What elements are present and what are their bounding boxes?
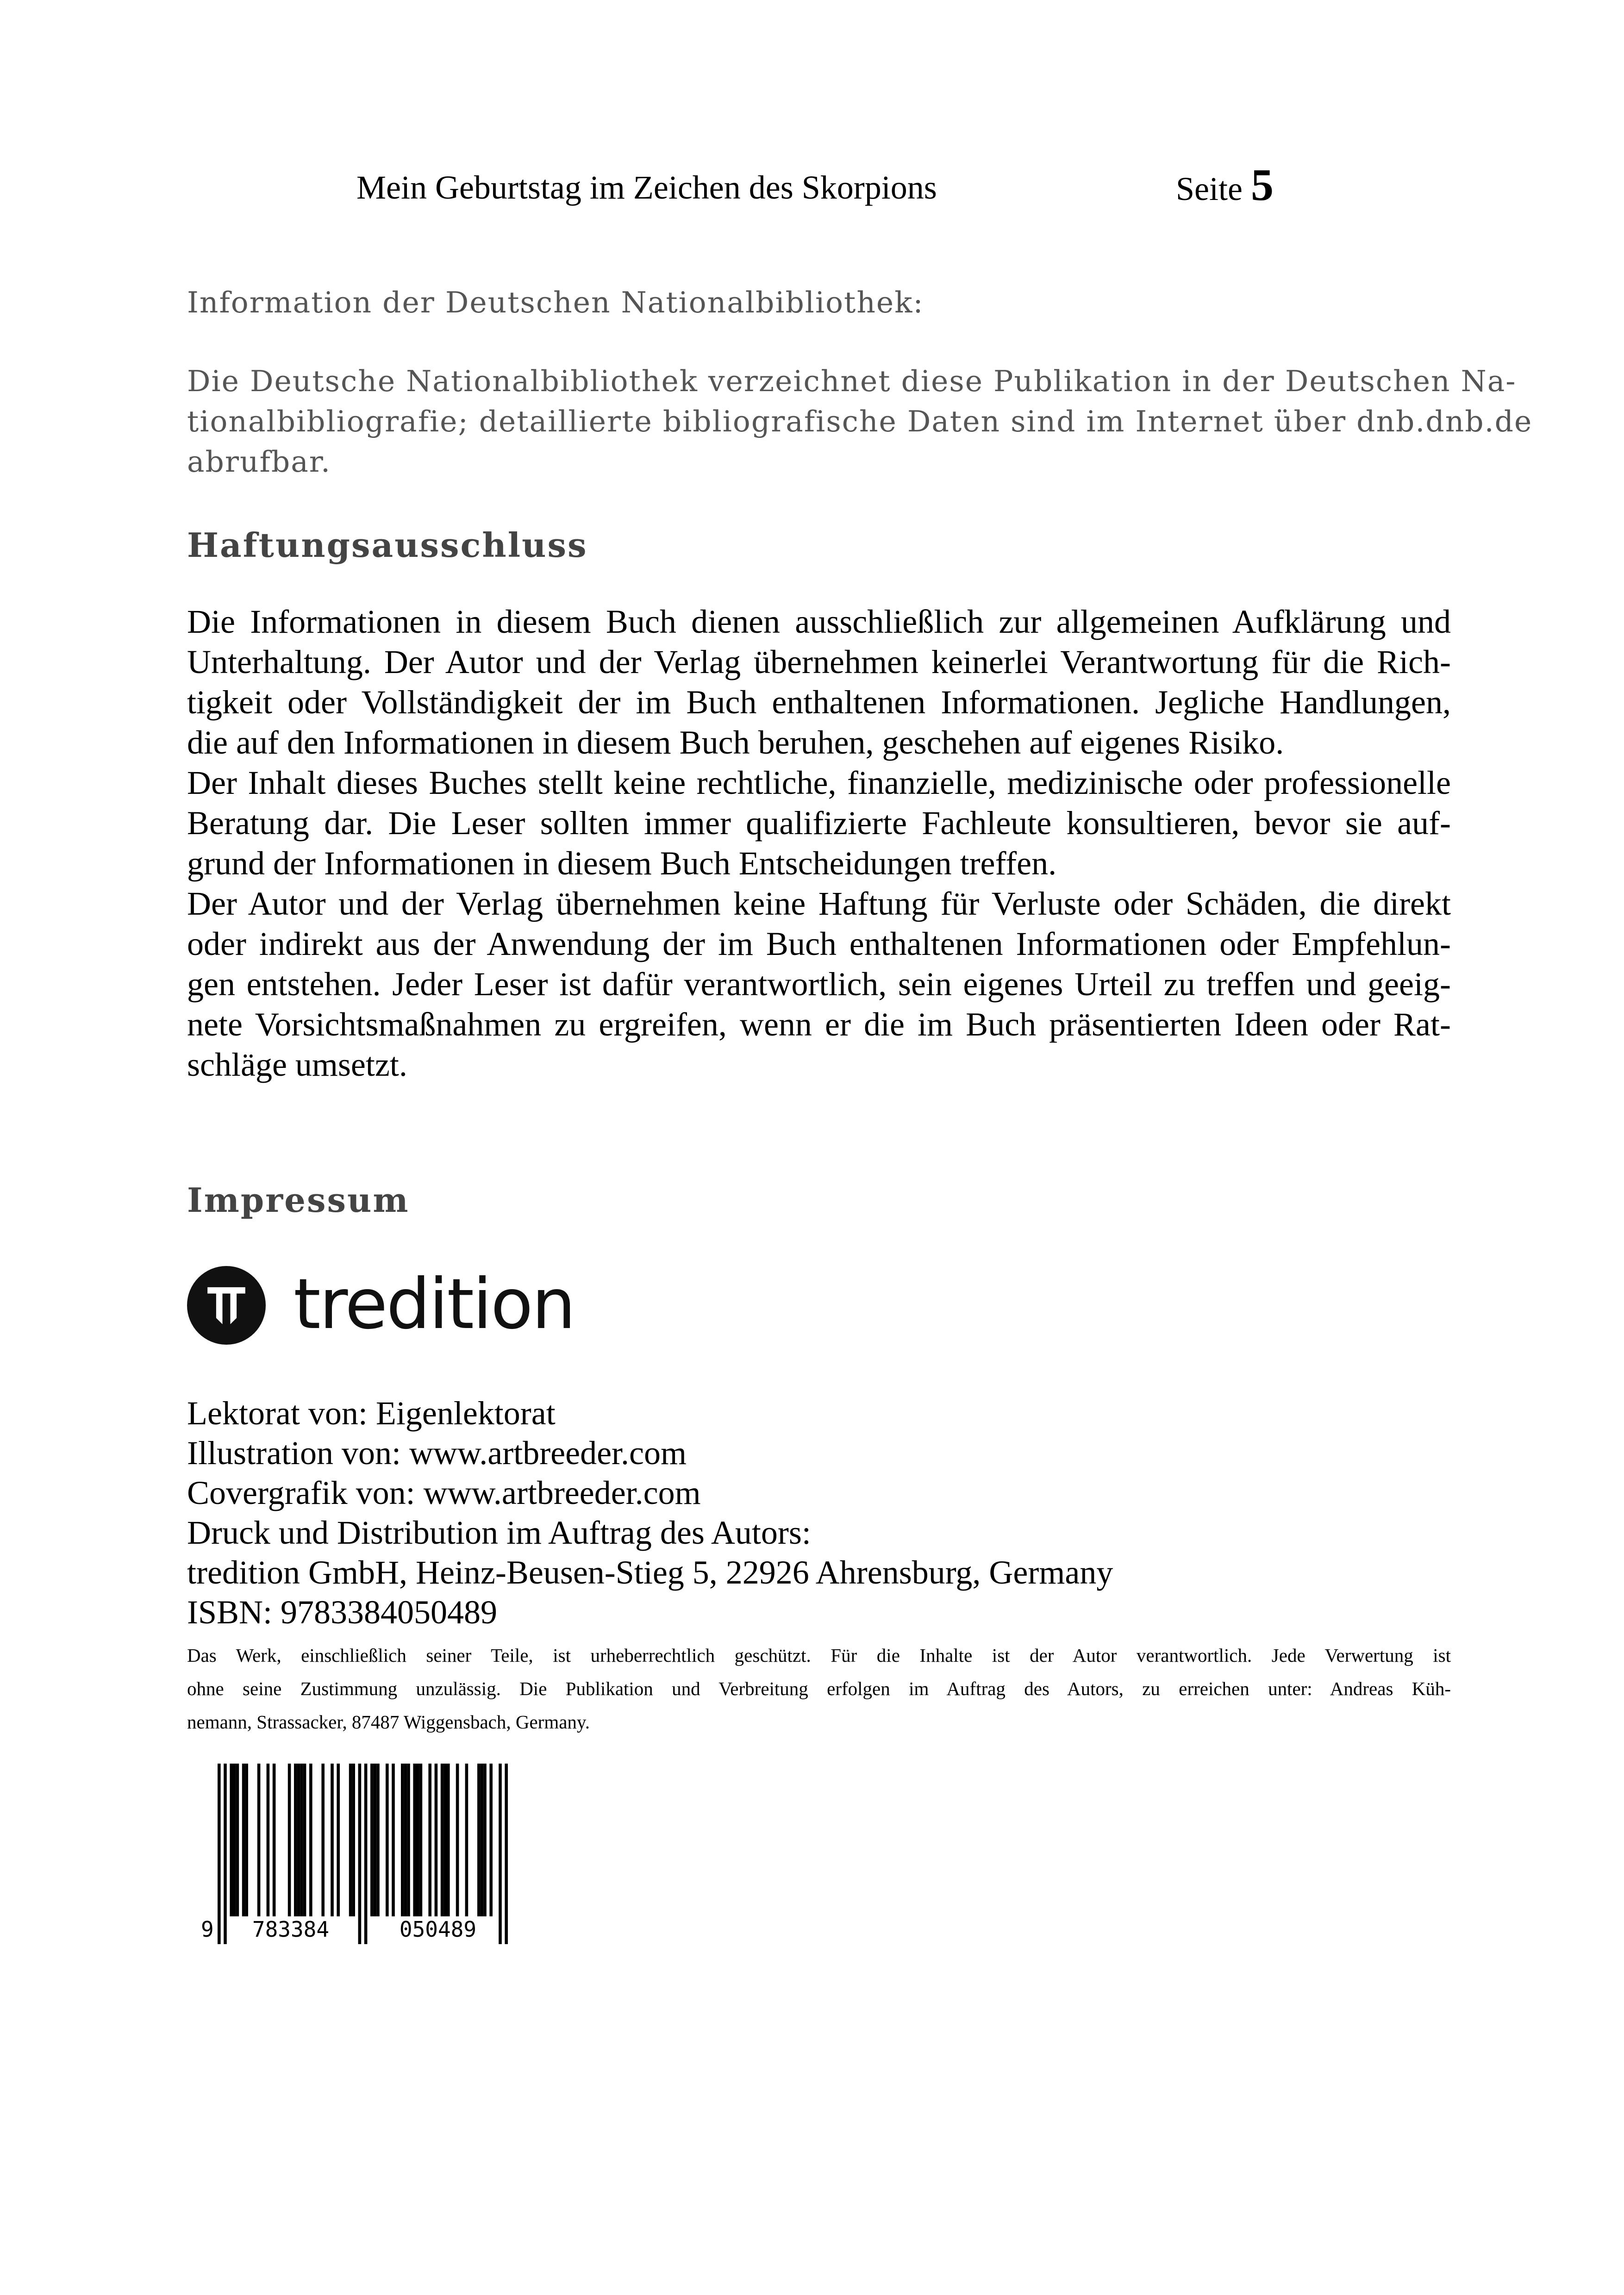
barcode-bar bbox=[386, 1764, 389, 1916]
barcode-bar bbox=[230, 1764, 233, 1916]
barcode-bar bbox=[300, 1764, 303, 1916]
running-header-title: Mein Geburtstag im Zeichen des Skorpions bbox=[356, 169, 937, 206]
isbn-barcode bbox=[194, 1759, 537, 1944]
barcode-bar bbox=[321, 1764, 325, 1916]
barcode-bar bbox=[404, 1764, 407, 1916]
barcode-left-group: 783384 bbox=[252, 1917, 330, 1942]
barcode-bar bbox=[364, 1764, 368, 1944]
barcode-bar bbox=[224, 1764, 227, 1944]
barcode-bar bbox=[303, 1764, 306, 1916]
impressum-covergrafik: Covergrafik von: www.artbreeder.com bbox=[187, 1474, 701, 1511]
legal-line: Das Werk, einschließlich seiner Teile, ist urheberrechtlich geschützt. Für die Inhalte ist der Autor verantwortlich. Jede Verwertung ist bbox=[187, 1645, 1451, 1666]
impressum-publisher-address: tredition GmbH, Heinz-Beusen-Stieg 5, 22926 Ahrensburg, Germany bbox=[187, 1554, 1113, 1591]
barcode-bar bbox=[477, 1764, 481, 1916]
barcode-bar bbox=[358, 1764, 362, 1944]
barcode-bar bbox=[416, 1764, 419, 1916]
barcode-bar bbox=[288, 1764, 291, 1916]
barcode-bar bbox=[401, 1764, 404, 1916]
barcode-bar bbox=[489, 1764, 493, 1916]
barcode-bar bbox=[413, 1764, 416, 1916]
impressum-isbn: ISBN: 9783384050489 bbox=[187, 1594, 498, 1631]
dnb-line: abrufbar. bbox=[187, 445, 331, 479]
barcode-bar bbox=[435, 1764, 438, 1916]
barcode-bar bbox=[337, 1764, 340, 1916]
barcode-bar bbox=[419, 1764, 423, 1916]
disclaimer-line: nete Vorsichtsmaßnahmen zu ergreifen, wenn er die im Buch präsentierten Ideen oder Rat- bbox=[187, 1006, 1451, 1043]
dnb-title: Information der Deutschen Nationalbibliothek: bbox=[187, 286, 924, 319]
dnb-paragraph bbox=[187, 361, 1533, 482]
barcode-bar bbox=[331, 1764, 334, 1916]
disclaimer-line: oder indirekt aus der Anwendung der im Buch enthaltenen Informationen oder Empfehlun- bbox=[187, 925, 1451, 962]
disclaimer-line: schläge umsetzt. bbox=[187, 1046, 407, 1083]
barcode-bar bbox=[267, 1764, 270, 1916]
impressum-illustration: Illustration von: www.artbreeder.com bbox=[187, 1434, 687, 1472]
barcode-bar bbox=[481, 1764, 484, 1916]
barcode-bar bbox=[376, 1764, 380, 1916]
barcode-bar bbox=[483, 1764, 487, 1916]
barcode-bar bbox=[233, 1764, 236, 1916]
disclaimer-line: Der Inhalt dieses Buches stellt keine rechtliche, finanzielle, medizinische oder professionelle bbox=[187, 764, 1451, 801]
barcode-bar bbox=[505, 1764, 508, 1944]
barcode-bar bbox=[443, 1764, 447, 1916]
page-number: 5 bbox=[1250, 160, 1274, 210]
impressum-heading: Impressum bbox=[187, 1180, 410, 1220]
tredition-logo-wordmark: tredition bbox=[294, 1264, 575, 1345]
barcode-bar bbox=[294, 1764, 297, 1916]
legal-line: ohne seine Zustimmung unzulässig. Die Publikation und Verbreitung erfolgen im Auftrag des Autors, zu erreichen unter: Andreas Küh- bbox=[187, 1678, 1451, 1699]
disclaimer-line: grund der Informationen in diesem Buch Entscheidungen treffen. bbox=[187, 845, 1057, 882]
barcode-bar bbox=[456, 1764, 459, 1916]
barcode-bar bbox=[370, 1764, 374, 1916]
barcode-bar bbox=[309, 1764, 312, 1916]
impressum-lektorat: Lektorat von: Eigenlektorat bbox=[187, 1395, 556, 1432]
disclaimer-line: Die Informationen in diesem Buch dienen ausschließlich zur allgemeinen Aufklärung und bbox=[187, 603, 1451, 640]
impressum-druck: Druck und Distribution im Auftrag des Autors: bbox=[187, 1514, 811, 1551]
barcode-bar bbox=[273, 1764, 276, 1916]
disclaimer-line: gen entstehen. Jeder Leser ist dafür verantwortlich, sein eigenes Urteil zu treffen und geeig- bbox=[187, 966, 1451, 1003]
barcode-bar bbox=[349, 1764, 352, 1916]
disclaimer-line: tigkeit oder Vollständigkeit der im Buch enthaltenen Informationen. Jegliche Handlungen, bbox=[187, 684, 1451, 721]
legal-line: nemann, Strassacker, 87487 Wiggensbach, Germany. bbox=[187, 1711, 590, 1733]
barcode-bar bbox=[447, 1764, 450, 1916]
barcode-bar bbox=[499, 1764, 502, 1944]
legal-notice bbox=[187, 1639, 1451, 1739]
barcode-bar bbox=[352, 1764, 355, 1916]
barcode-bar bbox=[245, 1764, 248, 1916]
tredition-logo-icon bbox=[187, 1266, 266, 1345]
barcode-bar bbox=[218, 1764, 221, 1944]
barcode-bar bbox=[242, 1764, 245, 1916]
barcode-bar bbox=[236, 1764, 239, 1916]
page-label: Seite bbox=[1176, 170, 1243, 207]
barcode-bar bbox=[428, 1764, 431, 1916]
barcode-bar bbox=[374, 1764, 377, 1916]
impressum-details bbox=[187, 1393, 1113, 1632]
barcode-first-digit: 9 bbox=[201, 1917, 214, 1942]
disclaimer-line: die auf den Informationen in diesem Buch beruhen, geschehen auf eigenes Risiko. bbox=[187, 724, 1284, 761]
dnb-line: Die Deutsche Nationalbibliothek verzeichnet diese Publikation in der Deutschen Na- bbox=[187, 364, 1517, 398]
disclaimer-heading: Haftungsausschluss bbox=[187, 525, 588, 565]
barcode-right-group: 050489 bbox=[399, 1917, 477, 1942]
running-header-page bbox=[1176, 160, 1274, 210]
barcode-bar bbox=[297, 1764, 300, 1916]
barcode-bar bbox=[407, 1764, 410, 1916]
barcode-bar bbox=[392, 1764, 395, 1916]
barcode-bar bbox=[465, 1764, 468, 1916]
tredition-logo bbox=[187, 1266, 604, 1345]
barcode-bar bbox=[257, 1764, 261, 1916]
disclaimer-line: Beratung dar. Die Leser sollten immer qualifizierte Fachleute konsultieren, bevor sie auf- bbox=[187, 804, 1451, 842]
barcode-bar bbox=[441, 1764, 444, 1916]
disclaimer-line: Unterhaltung. Der Autor und der Verlag übernehmen keinerlei Verantwortung für die Rich- bbox=[187, 643, 1451, 680]
disclaimer-line: Der Autor und der Verlag übernehmen keine Haftung für Verluste oder Schäden, die direkt bbox=[187, 885, 1451, 922]
dnb-line: tionalbibliografie; detaillierte bibliografische Daten sind im Internet über dnb.dnb.de bbox=[187, 405, 1533, 438]
disclaimer-paragraph bbox=[187, 602, 1451, 1085]
